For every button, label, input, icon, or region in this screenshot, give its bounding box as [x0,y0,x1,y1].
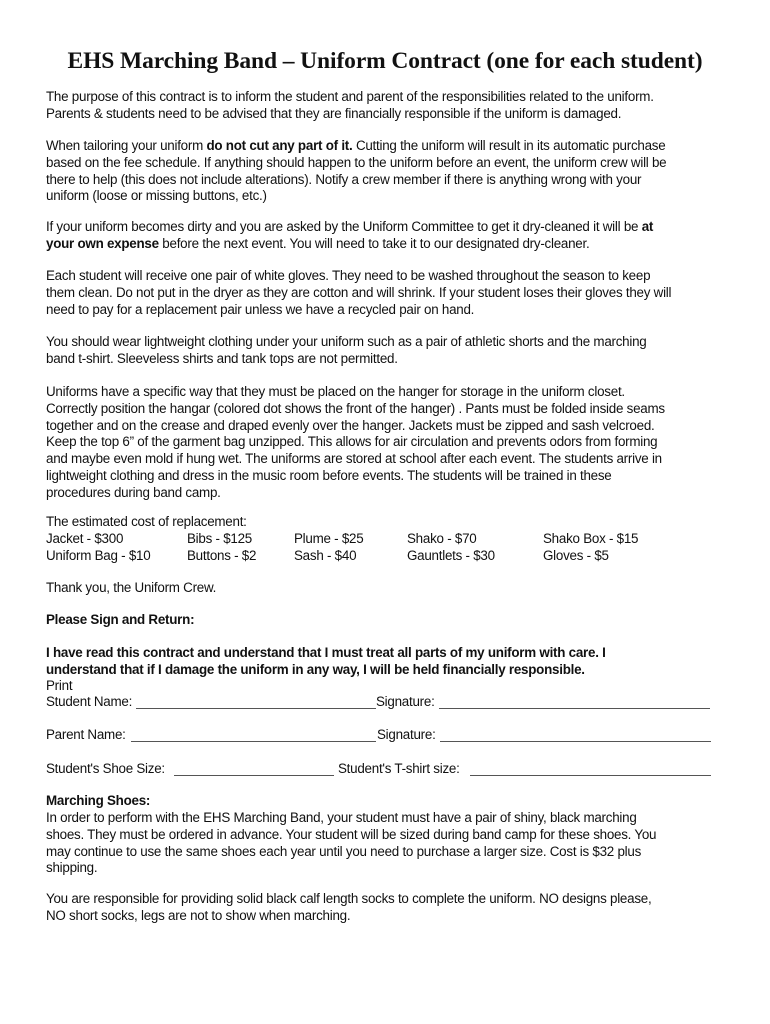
parent-signature-label: Signature: [377,727,436,742]
text-line: You should wear lightweight clothing under your uniform such as a pair of athletic shorts and the marching [46,334,647,349]
text-line: Each student will receive one pair of white gloves. They need to be washed throughout the season to keep [46,268,651,283]
text-line [46,219,736,236]
text-line: In order to perform with the EHS Marching Band, your student must have a pair of shiny, black marching [46,810,637,825]
thanks-text: Thank you, the Uniform Crew. [46,580,217,595]
shoes-heading: Marching Shoes: [46,793,151,808]
text-line: need to pay for a replacement pair unless we have a recycled pair on hand. [46,301,475,317]
text-run: before the next event. You will need to take it to our designated dry-cleaner. [158,235,590,251]
bold-text-run: at [641,219,654,234]
gloves-paragraph [46,268,736,318]
text-line: may continue to use the same shoes each year until you need to purchase a larger size. Cost is $32 plus [46,843,642,859]
student-signature-row [46,694,716,712]
cost-heading: The estimated cost of replacement: [46,514,247,529]
storage-paragraph [46,384,736,502]
clothing-paragraph [46,334,736,368]
student-name-field[interactable] [136,708,376,709]
text-line: NO short socks, legs are not to show when marching. [46,907,351,923]
socks-paragraph [46,891,736,925]
text-line: shipping. [46,860,98,876]
text-line: procedures during band camp. [46,484,221,500]
text-line: band t-shirt. Sleeveless shirts and tank tops are not permitted. [46,350,398,366]
print-label: Print [46,678,73,693]
sizes-row [46,761,716,779]
text-line: based on the fee schedule. If anything should happen to the uniform before an event, the uniform crew will be [46,154,667,170]
text-run: Cutting the uniform will result in its automatic purchase [352,138,666,153]
student-signature-field[interactable] [439,708,710,709]
shoe-size-field[interactable] [174,775,334,776]
student-signature-label: Signature: [376,694,435,709]
parent-signature-row [46,727,716,745]
tshirt-size-label: Student's T-shirt size: [338,761,460,776]
student-name-label: Student Name: [46,694,133,709]
text-line: Keep the top 6” of the garment bag unzipped. This allows for air circulation and prevents odors from forming [46,434,658,450]
intro-paragraph [46,89,736,123]
cost-item: Bibs - $125 [187,531,252,546]
text-line: lightweight clothing and dress in the music room before events. The students will be trained in these [46,467,612,483]
text-line: and maybe even mold if hung wet. The uniforms are stored at school after each event. The students arrive in [46,451,662,467]
shoes-paragraph [46,810,736,877]
sign-heading: Please Sign and Return: [46,612,195,627]
cost-item: Gloves - $5 [543,548,609,563]
text-line [46,138,736,155]
text-line: there to help (this does not include alterations). Notify a crew member if there is anything wrong with your [46,171,642,187]
cost-item: Plume - $25 [294,531,364,546]
text-line: Uniforms have a specific way that they must be placed on the hanger for storage in the uniform closet. [46,384,625,399]
drycleaning-paragraph [46,219,736,253]
text-line: You are responsible for providing solid black calf length socks to complete the uniform. NO designs please, [46,891,652,906]
cost-item: Buttons - $2 [187,548,257,563]
text-line: uniform (loose or missing buttons, etc.) [46,188,267,204]
tshirt-size-field[interactable] [470,775,711,776]
text-line: The purpose of this contract is to inform the student and parent of the responsibilities related to the uniform. [46,89,654,104]
parent-name-label: Parent Name: [46,727,126,742]
page-title: EHS Marching Band – Uniform Contract (one for each student) [67,48,703,74]
cost-item: Jacket - $300 [46,531,124,546]
shoe-size-label: Student's Shoe Size: [46,761,165,776]
text-run: If your uniform becomes dirty and you are asked by the Uniform Committee to get it dry-cleaned it will be [46,219,642,234]
text-line: understand that if I damage the uniform in any way, I will be held financially responsible. [46,661,585,677]
text-line: Parents & students need to be advised that they are financially responsible if the uniform is damaged. [46,105,622,121]
text-line: I have read this contract and understand that I must treat all parts of my uniform with care. I [46,645,606,660]
cost-item: Shako - $70 [407,531,477,546]
bold-text-run: your own expense [46,235,159,251]
text-line: them clean. Do not put in the dryer as they are cotton and will shrink. If your student loses their gloves they will [46,284,672,300]
cost-item: Shako Box - $15 [543,531,639,546]
text-line: together and on the crease and draped evenly over the hanger. Jackets must be zipped and sash velcroed. [46,417,655,433]
text-line: shoes. They must be ordered in advance. Your student will be sized during band camp for these shoes. You [46,826,657,842]
cost-item: Sash - $40 [294,548,357,563]
text-run: When tailoring your uniform [46,138,207,153]
parent-name-field[interactable] [131,741,376,742]
tailoring-paragraph [46,138,736,205]
parent-signature-field[interactable] [440,741,711,742]
text-line: Correctly position the hangar (colored dot shows the front of the hanger) . Pants must be folded inside seams [46,400,665,416]
text-line [46,236,736,253]
bold-text-run: do not cut any part of it. [206,138,353,153]
cost-item: Uniform Bag - $10 [46,548,151,563]
agreement-paragraph [46,645,736,679]
cost-item: Gauntlets - $30 [407,548,495,563]
